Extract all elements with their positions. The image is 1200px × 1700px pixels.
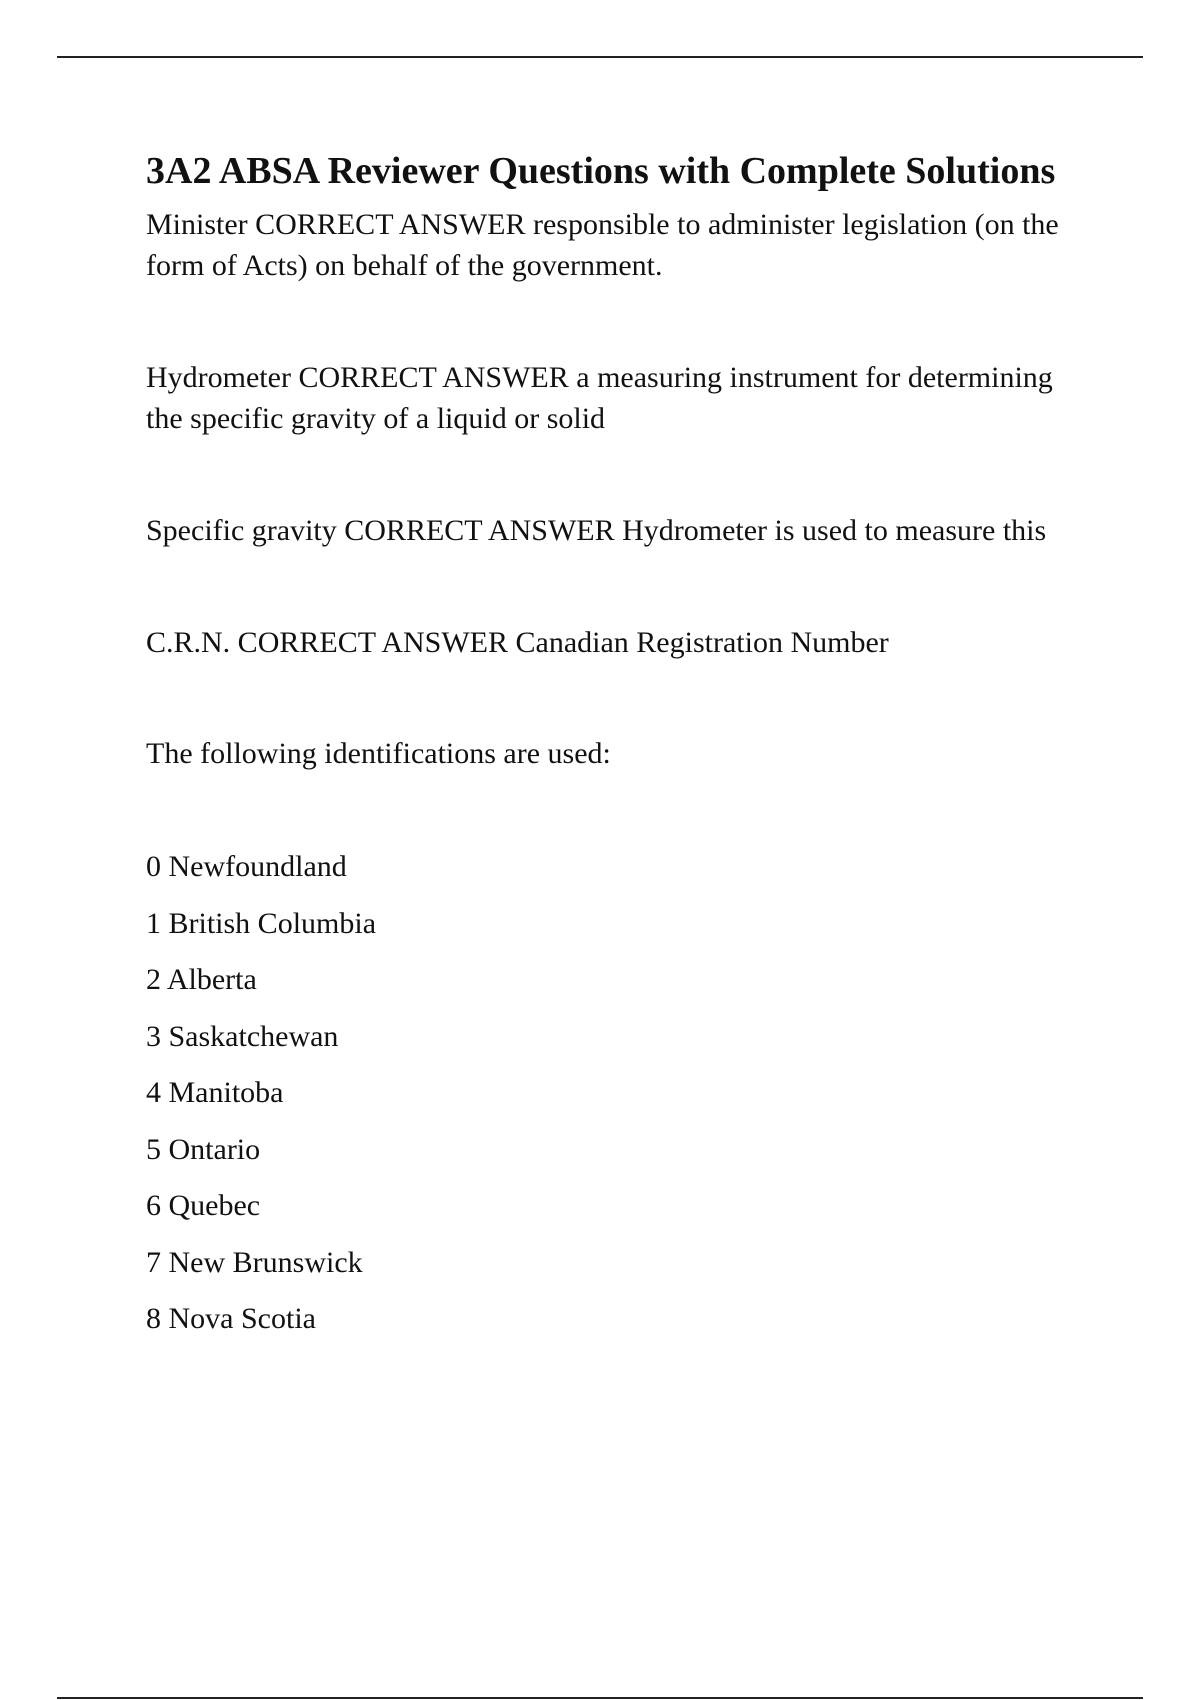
- qa-entry-specific-gravity: Specific gravity CORRECT ANSWER Hydrometer is used to measure this: [146, 514, 1047, 547]
- document-body: [146, 146, 1096, 1355]
- qa-entry-hydrometer: Hydrometer CORRECT ANSWER a measuring instrument for determining the specific gravity of a liquid or solid: [146, 361, 1053, 435]
- document-title: 3A2 ABSA Reviewer Questions with Complete Solutions: [146, 150, 1056, 192]
- list-item: 8 Nova Scotia: [146, 1302, 316, 1335]
- list-item: 0 Newfoundland: [146, 850, 347, 883]
- list-item: 1 British Columbia: [146, 906, 377, 940]
- province-code-list: [146, 846, 1096, 1339]
- list-item: 2 Alberta: [146, 963, 257, 996]
- footer-divider: [57, 1697, 1143, 1699]
- list-item: 3 Saskatchewan: [146, 1019, 339, 1053]
- header-divider: [57, 56, 1143, 58]
- qa-entry-minister: Minister CORRECT ANSWER responsible to administer legislation (on the form of Acts) on behalf of the government.: [146, 208, 1059, 282]
- list-item: 4 Manitoba: [146, 1076, 284, 1109]
- list-item: 6 Quebec: [146, 1189, 261, 1222]
- list-item: 7 New Brunswick: [146, 1245, 363, 1279]
- list-item: 5 Ontario: [146, 1132, 261, 1166]
- qa-entry-crn: C.R.N. CORRECT ANSWER Canadian Registration Number: [146, 626, 889, 659]
- identifications-intro: The following identifications are used:: [146, 737, 611, 770]
